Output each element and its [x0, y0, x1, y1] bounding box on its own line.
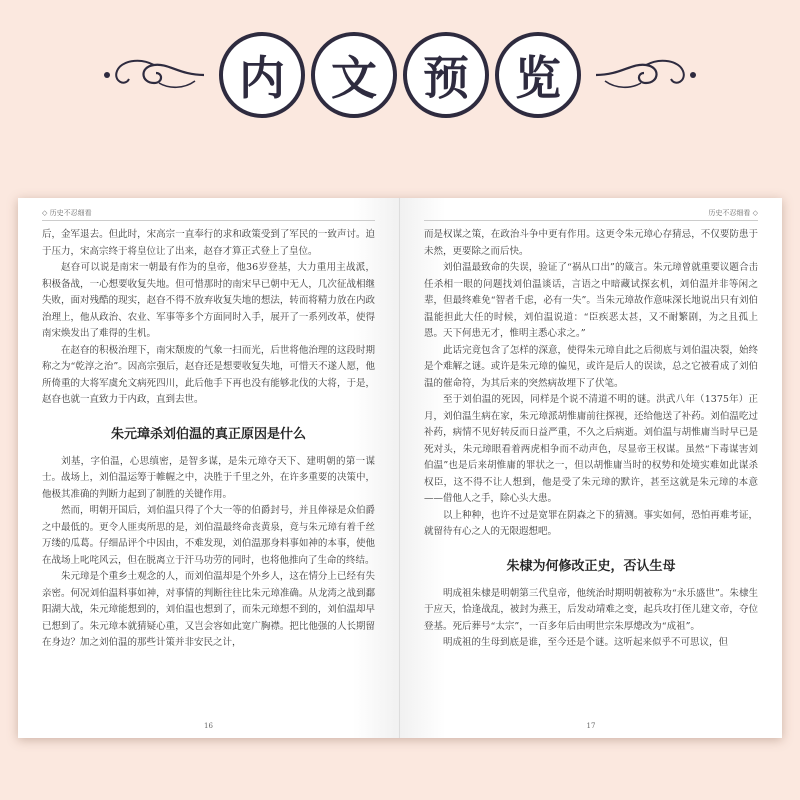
paragraph: 朱元璋是个重乡土观念的人，而刘伯温却是个外乡人，这在情分上已经有失亲密。何况刘伯温料事如神，对事情的判断往往比朱元璋准确。从龙湾之战到鄱阳湖大战，朱元璋能想到的，刘伯温也想到了，而朱元璋想不到的，刘伯温却早已想到了。朱元璋本就猜疑心重，又岂会容如此宽广胸襟。把比他强的人长期留在身边？加之刘伯温的那些计策并非安民之计， [42, 571, 375, 648]
paragraph: 刘伯温最致命的失误，验证了“祸从口出”的箴言。朱元璋曾就重要议题合击任杀相一眼的问题找刘伯温谈话，言语之中暗藏试探玄机，刘伯温并非等闲之辈，但最终难免“智者千虑，必有一失”。当朱元璋故作意味深长地说出只有刘伯温能担此大任的时候，刘伯温说道：“臣疾恶太甚，又不耐繁剧，为之且孤上恩。天下何患无才，惟明主悉心求之。” [424, 262, 758, 339]
paragraph: 赵昚可以说是南宋一朝最有作为的皇帝，他36岁登基，大力重用主战派，积极备战，一心想要收复失地。但可惜那时的南宋早已朝中无人，几次征战相继失败，面对残酷的现实，赵昚不得不放弃收复失地的想法，转而将精力放在内政治理上，他从政治、农业、军事等多个方面同时入手，展开了一系列改革，使得南宋焕发出了难得的生机。 [42, 262, 375, 339]
paragraph: 明成祖朱棣是明朝第三代皇帝，他统治时期明朝被称为“永乐盛世”。朱棣生于应天，恰逢战乱，被封为燕王，后发动靖难之变，起兵攻打侄儿建文帝，夺位登基。死后葬号“太宗”，一百多年后由明世宗朱厚熜改为“成祖”。 [424, 587, 758, 632]
paragraph: 而是权谋之策，在政治斗争中更有作用。这更令朱元璋心存猜忌，不仅要防患于未然，更要除之而后快。 [424, 229, 758, 257]
paragraph: 明成祖的生母到底是谁，至今还是个谜。这听起来似乎不可思议，但 [443, 637, 729, 648]
paragraph: 刘基，字伯温，心思缜密，是智多谋，是朱元璋夺天下、建明朝的第一谋士。战场上，刘伯温运筹于帷幄之中，决胜于千里之外，在许多重要的决策中，他极其准确的判断力起到了制胜的关键作用。 [42, 455, 375, 500]
title-char: 内 [219, 32, 305, 118]
paragraph: 此话完竟包含了怎样的深意，使得朱元璋自此之后彻底与刘伯温决裂，始终是个难解之谜。或许是朱元璋的偏见，或许是后人的误读，总之它被看成了刘伯温的催命符，为其后来的突然病故埋下了伏笔。 [424, 344, 758, 389]
left-page [18, 198, 400, 738]
title-char: 文 [311, 32, 397, 118]
running-head [42, 206, 375, 221]
paragraph: 以上种种，也许不过是宽罪在阴森之下的猜测。事实如何，恐怕再难考证，就留待有心之人的无限遐想吧。 [424, 509, 758, 537]
page-number: 17 [586, 722, 596, 730]
title-char: 览 [495, 32, 581, 118]
paragraph: 然而，明朝开国后，刘伯温只得了个大一等的伯爵封号，并且俸禄是众伯爵之中最低的。更令人匪夷所思的是，刘伯温最终命丧黄泉，竟与朱元璋有着千丝万缕的瓜葛。仔细品评个中因由，不难发现，刘伯温那身料事如神的本事，使他在战场上叱咤风云，但在脱离立于汗马功劳的同时，也将他推向了生命的终结。 [42, 505, 375, 566]
title-char: 预 [403, 32, 489, 118]
title-banner [0, 32, 800, 118]
page-number: 16 [204, 722, 213, 730]
paragraph: 后，金军退去。但此时，宋高宗一直奉行的求和政策受到了军民的一致声讨。迫于压力，宋高宗终于将皇位让了出来，赵昚才算正式登上了皇位。 [42, 229, 375, 257]
page-body [424, 227, 758, 652]
running-head-text: 历史不忍细看 ◇ [708, 209, 758, 217]
paragraph: 至于刘伯温的死因，同样是个说不清道不明的谜。洪武八年（1375年）正月，刘伯温生病在家，朱元璋派胡惟庸前往探视，还给他送了补药。刘伯温吃过补药，病情不见好转反而日益严重，不久之后病逝。刘伯温与胡惟庸当时早已是死对头，朱元璋眼看着两虎相争而不动声色，尽显帝王权谋。虽然“下毒谋害刘伯温”也是后来胡惟庸的罪状之一，但以胡惟庸当时的权势和处境实难如此谋杀权臣，这不得不让人想到，他是受了朱元璋的默许，甚至这就是朱元璋的本意——借他人之手，除心头大患。 [424, 394, 758, 504]
right-flourish-icon [591, 55, 701, 95]
title-chars [219, 32, 581, 118]
page-body [42, 227, 375, 652]
running-head-text: ◇ 历史不忍细看 [42, 209, 92, 217]
section-heading: 朱棣为何修改正史，否认生母 [506, 558, 676, 574]
left-flourish-icon [99, 55, 209, 95]
right-page [400, 198, 782, 738]
section-heading: 朱元璋杀刘伯温的真正原因是什么 [110, 426, 306, 442]
running-head [424, 206, 758, 221]
paragraph: 在赵昚的积极治理下，南宋颓废的气象一扫而光，后世将他治理的这段时期称之为“乾淳之治”。因高宗强后，赵昚还是想要收复失地，可惜天不遂人愿，他所倚重的大将军虞允文病死四川，此后他手下再也没有能够北伐的大将，于是，赵昚也就一直致力于内政，直到去世。 [42, 344, 375, 405]
open-book [18, 198, 782, 738]
